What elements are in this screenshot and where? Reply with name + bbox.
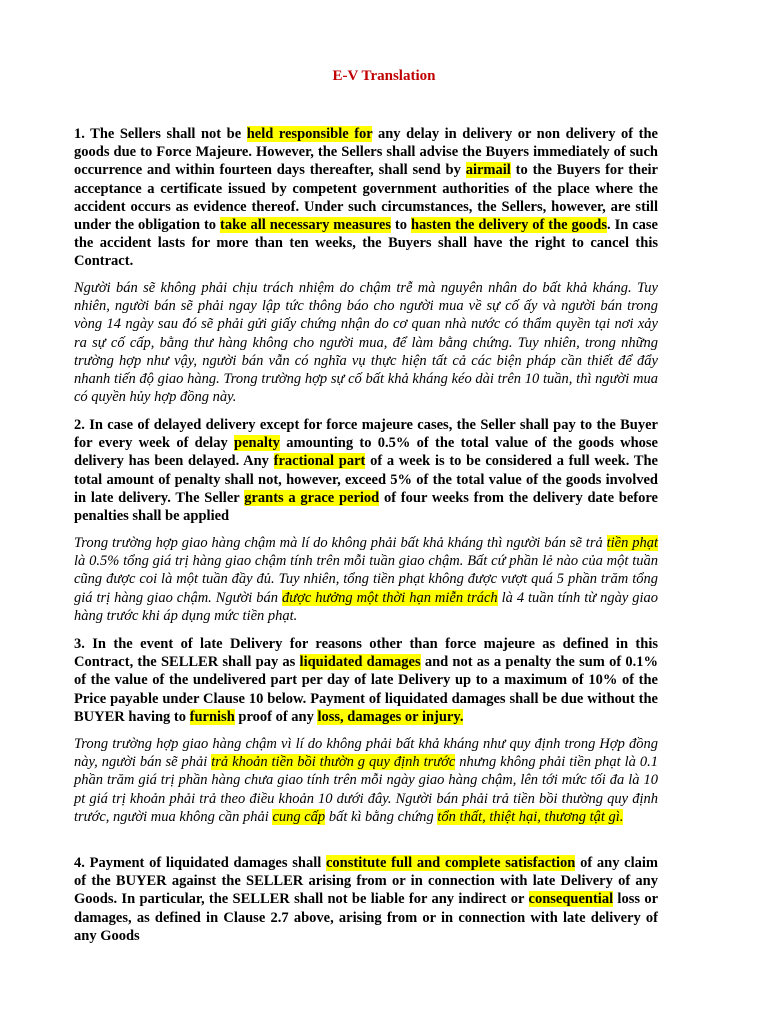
clause-1-vietnamese [74,279,658,406]
text-run: 3. In the event of late Delivery for reasons other than force majeure as defined in this Contract, the SELLER shall pay as [74,636,658,671]
highlighted-term: held responsible for [246,126,373,142]
text-run: and not as a penalty the sum of 0.1% of the value of the undelivered part per day of late Delivery up to a maximum of 10% of the Price payable under Clause 10 below. Payment of liquidated damages shall be due without the BUYER having to [74,654,658,725]
highlighted-term: consequential [528,891,614,908]
clause-3-vietnamese [74,735,658,826]
text-run: . In case the accident lasts for more than ten weeks, the Buyers shall have the right to cancel this Contract. [74,217,658,270]
text-run: loss or damages, as defined in Clause 2.7 above, arising from or in connection with late delivery of any Goods [74,891,659,944]
text-run: of four weeks from the delivery date before penalties shall be applied [74,489,658,525]
text-run: là 4 tuần tính từ ngày giao hàng trước khi áp dụng mức tiền phạt. [74,589,659,624]
text-run: Trong trường hợp giao hàng chậm vì lí do không phải bất khả kháng như quy định trong Hợp đồng này, người bán sẽ phải [74,736,658,771]
text-run: proof of any [234,708,318,725]
text-run: 2. In case of delayed delivery except for force majeure cases, the Seller shall pay to the Buyer for every week of delay [74,417,658,452]
clause-3-english [74,635,658,726]
text-run: to the Buyers for their acceptance a certificate issued by competent government authorities of the place where the accident occurs as evidence thereof. Under such circumstances, the Sellers, however, are still under the obligation to [74,162,658,234]
highlighted-term: tiền phạt [606,535,658,551]
highlighted-term: hasten the delivery of the goods [410,217,608,234]
highlighted-term: grants a grace period [244,489,380,506]
highlighted-term: tổn thất, thiệt hại, thương tật gì. [437,808,624,825]
highlighted-term: constitute full and complete satisfaction [326,855,576,871]
highlighted-term: furnish [189,708,235,725]
text-run: of any claim of the BUYER against the SELLER arising from or in connection with late Delivery of any Goods. In particular, the SELLER shall not be liable for any indirect or [74,855,659,908]
text-run: nhưng không phải tiền phạt là 0.1 phần trăm giá trị phần hàng chưa giao tính trên mỗi ngày giao hàng chậm, lên tới mức tối đa là 10 pt giá trị khoản phải trả theo điều khoản 10 dưới đây. Người bán phải trả tiền bồi thường quy định trước, người mua không cần phải [74,754,658,825]
highlighted-term: penalty [234,435,280,452]
highlighted-term: được hưởng một thời hạn miễn trách [281,589,498,606]
highlighted-term: fractional part [273,453,366,470]
text-run: 1. The Sellers shall not be [74,126,247,142]
highlighted-term: airmail [465,162,511,179]
text-run: 4. Payment of liquidated damages shall [74,855,326,871]
highlighted-term: take all necessary measures [219,217,391,234]
highlighted-term: liquidated damages [299,654,421,671]
highlighted-term: trả khoản tiền bồi thườn g quy định trước [211,754,456,771]
clause-2-vietnamese [74,534,658,625]
text-run: of a week is to be considered a full week. The total amount of penalty shall not, however, exceed 5% of the total value of the goods involved in late delivery. The Seller [74,453,658,506]
text-run: Trong trường hợp giao hàng chậm mà lí do không phải bất khả kháng thì người bán sẽ trả [74,535,607,551]
text-run: bất kì bằng chứng [325,808,438,825]
text-run: Người bán sẽ không phải chịu trách nhiệm do chậm trễ mà nguyên nhân do bất khả kháng. Tuy nhiên, người bán sẽ phải ngay lập tức thông báo cho người mua về sự cố ấy và người bán trong vòng 14 ngày sau đó sẽ phải gửi giấy chứng nhận do cơ quan nhà nước có thẩm quyền tại nơi xảy ra sự cố cấp, bằng thư hàng không cho người mua, để làm bằng chứng. Tuy nhiên, trong những trường hợp như vậy, người bán vẫn có nghĩa vụ thực hiện tất cả các biện pháp cần thiết để đẩy nhanh tiến độ giao hàng. Trong trường hợp sự cố bất khả kháng kéo dài trên 10 tuần, thì người mua có quyền hủy hợp đồng này. [74,280,658,406]
text-run: to [390,217,411,234]
clause-1-english [74,125,658,271]
text-run: amounting to 0.5% of the total value of the goods whose delivery has been delayed. Any [74,435,658,470]
clause-4-english [74,854,658,945]
highlighted-term: cung cấp [272,808,326,825]
text-run: any delay in delivery or non delivery of the goods due to Force Majeure. However, the Sellers shall advise the Buyers immediately of such occurrence and within fourteen days thereafter, shall send by [74,126,658,179]
document-title: E-V Translation [332,68,436,84]
text-run: là 0.5% tổng giá trị hàng giao chậm tính trên mỗi tuần giao chậm. Bất cứ phần lẻ nào của một tuần cũng được coi là một tuần đầy đủ. Tuy nhiên, tổng tiền phạt không được vượt quá 5 phần trăm tổng giá trị hàng giao chậm. Người bán [74,553,658,606]
highlighted-term: loss, damages or injury. [317,708,464,725]
clause-2-english [74,416,658,525]
